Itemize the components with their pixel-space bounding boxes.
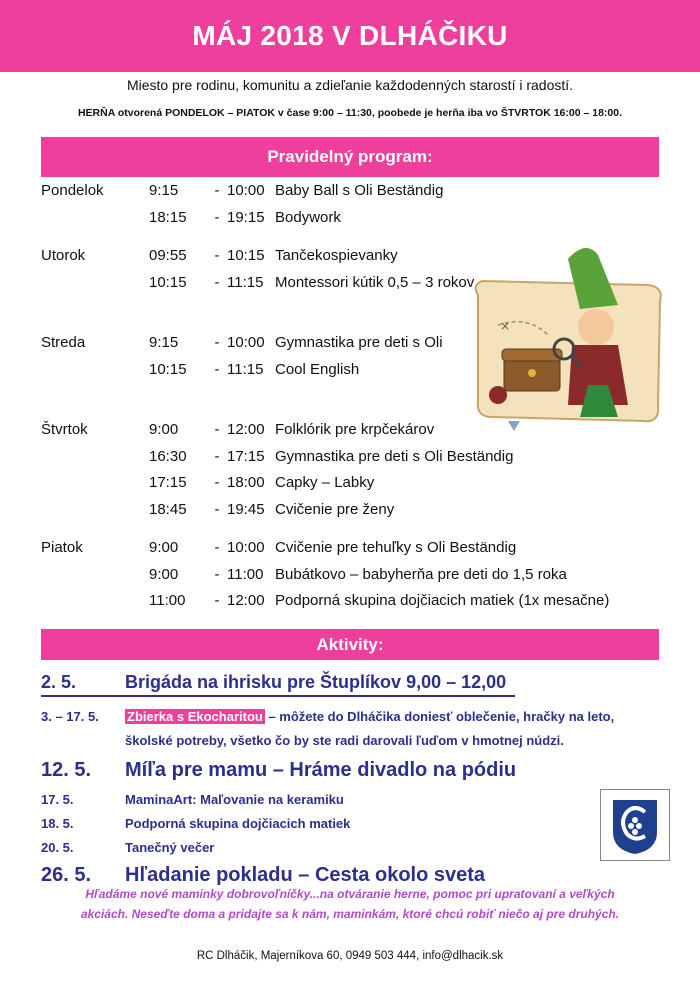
activity-title: Podporná skupina dojčiacich matiek (1x mesačne) bbox=[275, 592, 610, 609]
schedule-row bbox=[41, 535, 671, 562]
activity-date: 3. – 17. 5. bbox=[41, 709, 99, 724]
schedule-row bbox=[41, 444, 671, 471]
dash: - bbox=[214, 360, 220, 378]
dash: - bbox=[214, 421, 220, 438]
time-from: 10:15 bbox=[149, 273, 187, 291]
day-friday bbox=[41, 535, 671, 615]
schedule-row bbox=[41, 470, 671, 497]
footer-contact: RC Dlháčik, Majerníkova 60, 0949 503 444, info@dlhacik.sk bbox=[196, 950, 504, 962]
activity-item bbox=[41, 788, 671, 812]
dash: - bbox=[214, 474, 220, 491]
time-to: 12:00 bbox=[227, 421, 265, 438]
activity-title: Cvičenie pre tehuľky s Oli Beständig bbox=[275, 539, 517, 556]
svg-text:×: × bbox=[500, 319, 511, 333]
dash: - bbox=[214, 247, 220, 264]
activity-title: Capky – Labky bbox=[275, 474, 375, 491]
activity-title: MaminaArt: Maľovanie na keramiku bbox=[125, 792, 344, 807]
schedule-row bbox=[41, 562, 671, 589]
dash: - bbox=[214, 500, 220, 518]
activity-title: Míľa pre mamu – Hráme divadlo na pódiu bbox=[125, 759, 517, 781]
time-to: 12:00 bbox=[227, 592, 265, 609]
opening-hours: HERŇA otvorená PONDELOK – PIATOK v čase 9:00 – 11:30, poobede je herňa iba vo ŠTVRTOK 16:00 – 18:00. bbox=[77, 107, 623, 119]
dash: - bbox=[214, 592, 220, 609]
time-to: 11:00 bbox=[227, 565, 264, 583]
day-label: Pondelok bbox=[41, 182, 104, 199]
program-heading: Pravidelný program: bbox=[41, 137, 659, 177]
activity-title: Montessori kútik 0,5 – 3 rokov bbox=[275, 273, 475, 291]
activity-title: Bubátkovo – babyherňa pre deti do 1,5 roka bbox=[275, 565, 567, 583]
activity-title: Bodywork bbox=[275, 208, 341, 226]
activity-date: 26. 5. bbox=[41, 864, 92, 886]
activity-date: 18. 5. bbox=[41, 816, 74, 831]
time-from: 18:45 bbox=[149, 500, 187, 518]
activity-item bbox=[41, 705, 671, 753]
time-to: 19:45 bbox=[227, 500, 265, 518]
activities-heading: Aktivity: bbox=[41, 629, 659, 660]
day-label: Streda bbox=[41, 334, 86, 351]
dash: - bbox=[214, 565, 220, 583]
day-monday bbox=[41, 178, 671, 231]
time-to: 11:15 bbox=[227, 360, 264, 378]
time-from: 10:15 bbox=[149, 360, 187, 378]
activities-list bbox=[41, 672, 671, 887]
activity-title: Hľadanie pokladu – Cesta okolo sveta bbox=[125, 864, 486, 886]
activity-title: Baby Ball s Oli Beständig bbox=[275, 182, 444, 199]
dash: - bbox=[214, 334, 220, 351]
schedule-row bbox=[41, 588, 671, 615]
activity-item bbox=[41, 672, 515, 697]
activity-item bbox=[41, 812, 671, 836]
activity-item bbox=[41, 759, 671, 782]
page-title: MÁJ 2018 V DLHÁČIKU bbox=[192, 20, 508, 51]
schedule-row bbox=[41, 205, 671, 232]
time-from: 9:00 bbox=[149, 565, 179, 583]
header-banner bbox=[0, 0, 700, 72]
time-from: 16:30 bbox=[149, 447, 187, 465]
treasure-map-illustration bbox=[468, 245, 668, 435]
activity-item bbox=[41, 836, 671, 860]
time-to: 18:00 bbox=[227, 474, 265, 491]
time-to: 10:00 bbox=[227, 539, 265, 556]
activity-date: 2. 5. bbox=[41, 672, 77, 692]
activity-title: Gymnastika pre deti s Oli Beständig bbox=[275, 447, 514, 465]
day-label: Piatok bbox=[41, 539, 83, 556]
time-from: 17:15 bbox=[149, 474, 187, 491]
time-from: 09:55 bbox=[149, 247, 187, 264]
organization-logo bbox=[600, 789, 670, 861]
activity-title: Brigáda na ihrisku pre Štuplíkov 9,00 – 12,00 bbox=[125, 672, 507, 692]
activity-title: Gymnastika pre deti s Oli bbox=[275, 334, 443, 351]
time-from: 9:00 bbox=[149, 539, 179, 556]
volunteer-line-2: akciách. Neseďte doma a pridajte sa k nám, maminkám, ktoré chcú robiť niečo aj pre druhých. bbox=[80, 907, 620, 921]
dash: - bbox=[214, 539, 220, 556]
day-label: Štvrtok bbox=[41, 421, 88, 438]
time-to: 11:15 bbox=[227, 273, 264, 291]
time-from: 11:00 bbox=[149, 592, 186, 609]
dash: - bbox=[214, 208, 220, 226]
dash: - bbox=[214, 273, 220, 291]
activity-date: 20. 5. bbox=[41, 840, 74, 855]
activity-title: Podporná skupina dojčiacich matiek bbox=[125, 816, 351, 831]
activity-date: 12. 5. bbox=[41, 759, 92, 781]
activity-title: Tanečný večer bbox=[125, 840, 215, 855]
day-label: Utorok bbox=[41, 247, 86, 264]
activity-title: Cvičenie pre ženy bbox=[275, 500, 395, 518]
highlight-badge: Zbierka s Ekocharitou bbox=[127, 709, 263, 724]
time-to: 19:15 bbox=[227, 208, 265, 226]
subtitle: Miesto pre rodinu, komunitu a zdieľanie každodenných starostí i radostí. bbox=[126, 77, 574, 93]
time-from: 9:15 bbox=[149, 334, 179, 351]
volunteer-line-1: Hľadáme nové maminky dobrovoľníčky...na otváranie herne, pomoc pri upratovaní a veľkých bbox=[85, 887, 615, 901]
time-to: 10:00 bbox=[227, 182, 265, 199]
schedule-row bbox=[41, 497, 671, 524]
activity-text-cont: školské potreby, všetko čo by ste radi darovali ľuďom v hmotnej núdzi. bbox=[125, 733, 564, 748]
activity-text: – môžete do Dlháčika doniesť oblečenie, hračky na leto, bbox=[264, 709, 615, 724]
activity-title: Folklórik pre krpčekárov bbox=[275, 421, 435, 438]
time-from: 9:00 bbox=[149, 421, 179, 438]
volunteer-call bbox=[40, 884, 660, 924]
time-from: 18:15 bbox=[149, 208, 187, 226]
time-to: 10:00 bbox=[227, 334, 265, 351]
schedule-row bbox=[41, 178, 671, 205]
time-to: 10:15 bbox=[227, 247, 265, 264]
time-from: 9:15 bbox=[149, 182, 179, 199]
dash: - bbox=[214, 447, 220, 465]
dash: - bbox=[214, 182, 220, 199]
activity-date: 17. 5. bbox=[41, 792, 74, 807]
time-to: 17:15 bbox=[227, 447, 265, 465]
activity-title: Tančekospievanky bbox=[275, 247, 398, 264]
activity-title: Cool English bbox=[275, 360, 360, 378]
